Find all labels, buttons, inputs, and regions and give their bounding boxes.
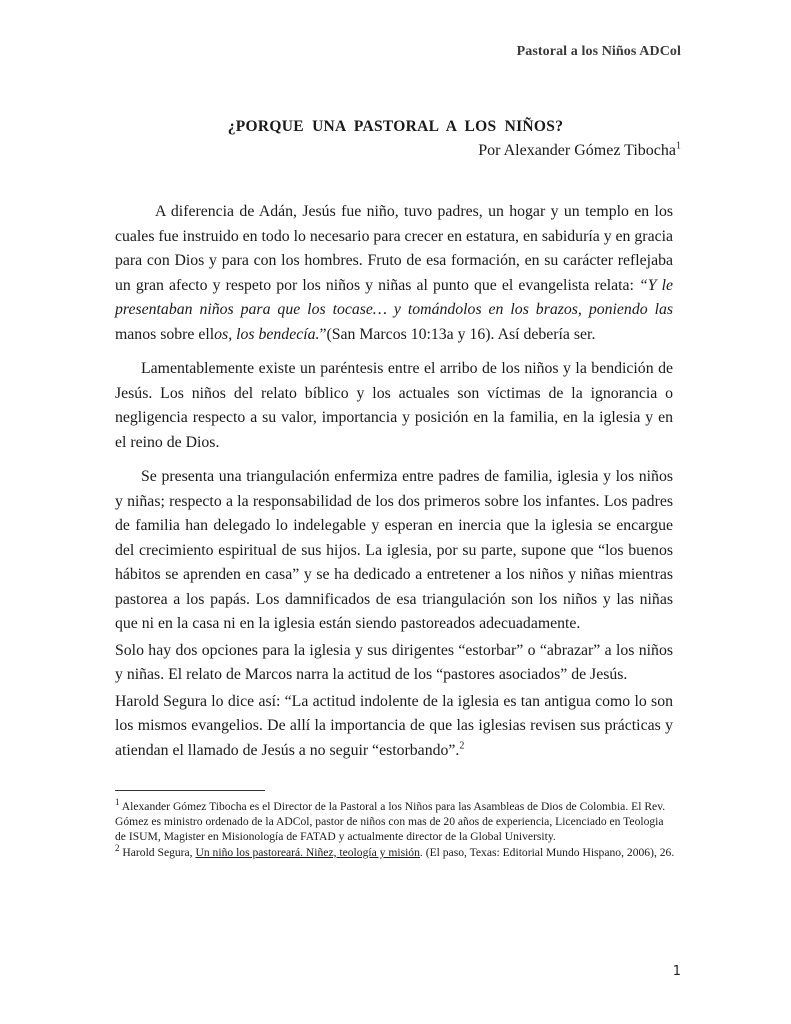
paragraph-1-text: A diferencia de Adán, Jesús fue niño, tuvo padres, un hogar y un templo en los cuales fue instruido en todo lo necesario para crecer en estatura, en sabiduría y en gracia para con Dios y para con los hombres. Fruto de esa formación, en su carácter reflejaba un gran afecto y respeto por los niños y niñas al punto que el evangelista relata: xyxy=(115,203,673,294)
paragraph-2: Lamentablemente existe un paréntesis entre el arribo de los niños y la bendición de Jesús. Los niños del relato bíblico y los actuales son víctimas de la ignorancia o negligencia respecto a su valor, importancia y posición en la familia, en la iglesia y en el reino de Dios. xyxy=(115,360,673,451)
footnote-divider xyxy=(115,790,265,791)
running-header: Pastoral a los Niños ADCol xyxy=(516,44,681,59)
paragraph-4: Solo hay dos opciones para la iglesia y sus dirigentes “estorbar” o “abrazar” a los niños y niñas. El relato de Marcos narra la actitud de los “pastores asociados” de Jesús. xyxy=(115,641,673,683)
scripture-quote: “Y le presentaban niños para que los tocase… y tomándolos en los brazos, poniendo las xyxy=(115,276,673,318)
footnote-2-publication: . (El paso, Texas: Editorial Mundo Hispano, 2006), 26. xyxy=(419,845,675,859)
paragraph-5-text: Harold Segura lo dice así: “La actitud indolente de la iglesia es tan antigua como lo son los mismos evangelios. De allí la importancia de que las iglesias revisen sus prácticas y atiendan el llamado de Jesús a no seguir “estorbando”. xyxy=(115,692,673,759)
footnote-2 xyxy=(115,842,675,860)
paragraph-5-footnote-ref[interactable]: 2 xyxy=(459,740,465,752)
paragraph-3: Se presenta una triangulación enfermiza entre padres de familia, iglesia y los niños y niñas; respecto a la responsabilidad de los dos primeros sobre los infantes. Los padres de familia han delegado lo indelegable y esperan en inercia que la iglesia se encargue del crecimiento espiritual de sus hijos. La iglesia, por su parte, supone que “los buenos hábitos se aprenden en casa” y se ha dedicado a entretener a los niños y niñas mientras pastorea a los papás. Los damnificados de esa triangulación son los niños y las niñas que ni en la casa ni en la iglesia están siendo pastoreados adecuadamente. xyxy=(115,468,673,632)
footnote-1-number: 1 xyxy=(115,797,120,808)
paragraph-1-citation: ”(San Marcos 10:13a y 16). Así debería ser. xyxy=(319,325,596,343)
footnotes xyxy=(115,799,675,860)
page-number: 1 xyxy=(672,964,681,979)
byline-text: Por Alexander Gómez Tibocha xyxy=(478,142,676,159)
paragraph-1-text-b: manos sobre ell xyxy=(115,325,215,343)
paragraph-5 xyxy=(115,690,673,764)
footnote-2-number: 2 xyxy=(115,842,120,853)
article-title: ¿PORQUE UNA PASTORAL A LOS NIÑOS? xyxy=(227,118,564,135)
article-body xyxy=(115,200,673,763)
scripture-quote-end: os, los bendecía. xyxy=(214,325,320,343)
article-byline xyxy=(478,142,681,160)
footnote-1-text: Alexander Gómez Tibocha es el Director de la Pastoral a los Niños para las Asambleas de Dios de Colombia. El Rev. Gómez es ministro ordenado de la ADCol, pastor de niños con mas de 20 años de experiencia, Licenciado en Teologia de ISUM, Magister en Misionología de FATAD y actualmente director de la Global University. xyxy=(115,800,666,844)
footnote-2-prefix: Harold Segura, xyxy=(119,845,196,859)
paragraph-1 xyxy=(115,200,673,347)
byline-footnote-ref[interactable]: 1 xyxy=(676,140,681,152)
footnote-1 xyxy=(115,799,675,845)
footnote-2-book-title: Un niño los pastoreará. Niñez, teología y misión xyxy=(195,845,420,859)
